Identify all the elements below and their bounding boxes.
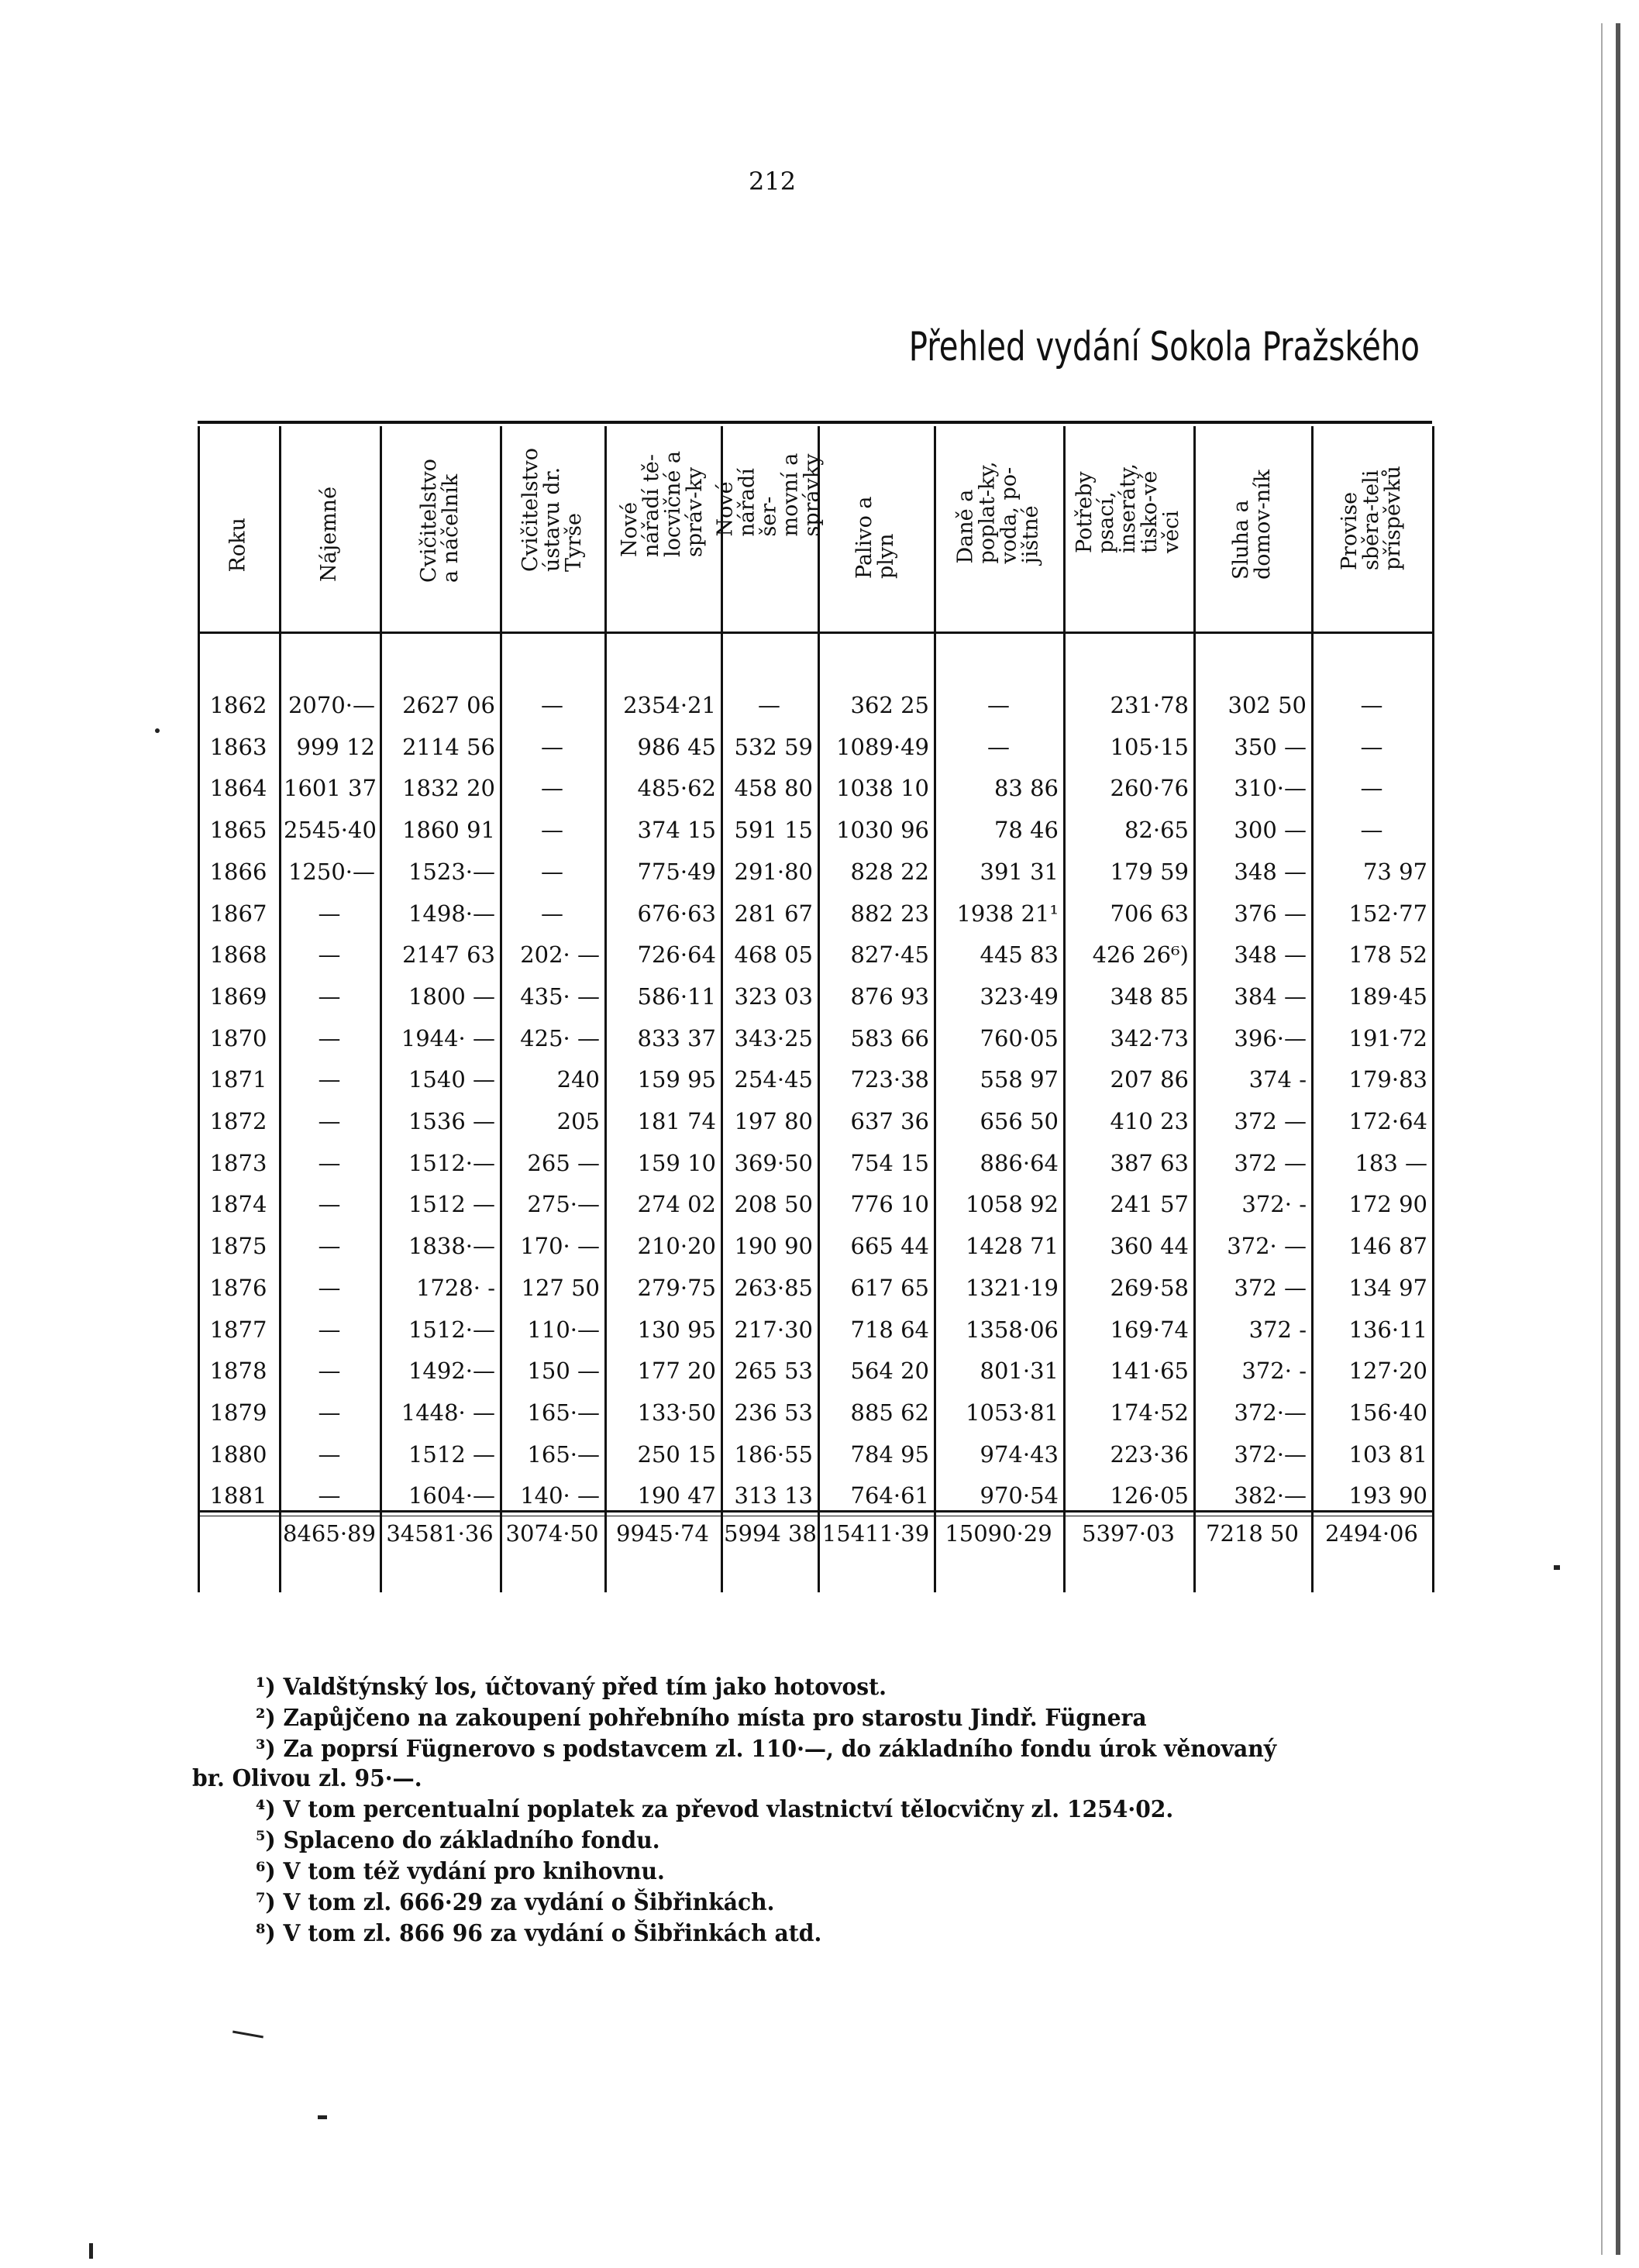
- footnote-text: Za poprsí Fügnerovo s podstavcem zl. 110·—, do základního fondu úrok věnovaný: [283, 1736, 1277, 1763]
- table-cell: 159 95: [637, 1066, 716, 1093]
- table-cell: 78 46: [993, 817, 1059, 844]
- table-cell: 126·05: [1110, 1482, 1189, 1509]
- table-cell: 265 53: [734, 1358, 813, 1385]
- table-cell: 323·49: [980, 983, 1059, 1010]
- table-cell: 300 —: [1234, 817, 1307, 844]
- total-rule: [198, 1510, 1432, 1513]
- table-cell: 827·45: [850, 941, 929, 969]
- page-edge-shadow: [1601, 23, 1603, 2255]
- table-cell: 1058 92: [966, 1191, 1059, 1218]
- table-cell: 240: [556, 1066, 600, 1093]
- table-cell: 637 36: [850, 1108, 929, 1134]
- header-rule: [198, 632, 1432, 634]
- table-cell: 159 10: [637, 1149, 716, 1176]
- footnote-text: Zapůjčeno na zakoupení pohřebního místa pro starostu Jindř. Fügnera: [283, 1705, 1147, 1732]
- speck: [232, 2031, 263, 2039]
- footnote-text: V tom zl. 866 96 za vydání o Šibřinkách atd.: [283, 1920, 822, 1947]
- table-cell: 165·—: [527, 1399, 600, 1426]
- footnote: [256, 1858, 665, 1885]
- footnote-text: Splaceno do základního fondu.: [283, 1827, 660, 1854]
- table-cell: 281 67: [734, 900, 813, 927]
- column-header-label: Provise sběra-teli příspěvků: [1338, 466, 1405, 570]
- table-cell: 348 85: [1110, 983, 1189, 1010]
- year-cell: 1867: [209, 900, 267, 927]
- year-cell: 1870: [209, 1024, 267, 1051]
- table-cell: 342·73: [1110, 1024, 1189, 1051]
- table-cell: 833 37: [637, 1024, 716, 1051]
- table-cell: 1512 —: [408, 1440, 495, 1468]
- table-cell: 1512 —: [408, 1191, 495, 1218]
- table-cell: 181 74: [637, 1108, 716, 1134]
- footnote: [256, 1674, 887, 1701]
- table-cell: 130 95: [637, 1316, 716, 1343]
- total-cell: 5994 38: [724, 1520, 817, 1547]
- table-cell: 372·—: [1234, 1440, 1307, 1468]
- speck: [89, 2243, 93, 2259]
- table-cell: 223·36: [1110, 1440, 1189, 1468]
- table-top-rule: [198, 421, 1432, 424]
- footnote-text: V tom též vydání pro knihovnu.: [283, 1858, 665, 1885]
- year-cell: 1864: [209, 775, 267, 802]
- table-cell: —: [758, 692, 780, 718]
- year-cell: 1878: [209, 1358, 267, 1385]
- table-cell: 127·20: [1348, 1358, 1427, 1385]
- table-cell: 83 86: [993, 775, 1059, 802]
- table-cell: 323 03: [734, 983, 813, 1010]
- table-cell: 350 —: [1234, 733, 1307, 760]
- footnote: [256, 1827, 660, 1854]
- table-cell: 127 50: [521, 1274, 600, 1301]
- table-cell: —: [318, 1149, 341, 1176]
- year-cell: 1877: [209, 1316, 267, 1343]
- table-cell: 189·45: [1348, 983, 1427, 1010]
- table-cell: 591 15: [734, 817, 813, 844]
- table-cell: 217·30: [734, 1316, 813, 1343]
- footnote-mark: ⁶): [256, 1858, 284, 1885]
- year-cell: 1879: [209, 1399, 267, 1426]
- table-cell: —: [1360, 733, 1383, 760]
- table-cell: 110·—: [527, 1316, 600, 1343]
- speck: [318, 2115, 327, 2119]
- table-cell: 179 59: [1110, 858, 1189, 885]
- table-cell: 190 47: [637, 1482, 716, 1509]
- table-cell: 274 02: [637, 1191, 716, 1218]
- table-cell: 2545·40: [284, 817, 377, 844]
- column-header: [818, 434, 934, 628]
- page-number: 212: [749, 167, 797, 196]
- table-cell: —: [318, 900, 341, 927]
- table-cell: 82·65: [1124, 817, 1189, 844]
- footnote: [256, 1705, 1147, 1732]
- table-cell: 172·64: [1348, 1108, 1427, 1134]
- table-cell: 468 05: [734, 941, 813, 969]
- year-cell: 1865: [209, 817, 267, 844]
- year-cell: 1872: [209, 1108, 267, 1134]
- column-header: [198, 434, 279, 628]
- table-cell: 136·11: [1348, 1316, 1427, 1343]
- table-cell: —: [318, 1108, 341, 1134]
- table-cell: 1321·19: [966, 1274, 1059, 1301]
- table-cell: 197 80: [734, 1108, 813, 1134]
- table-cell: 372 —: [1234, 1149, 1307, 1176]
- table-cell: 876 93: [850, 983, 929, 1010]
- table-cell: 348 —: [1234, 858, 1307, 885]
- table-cell: 291·80: [734, 858, 813, 885]
- table-cell: 372 —: [1234, 1108, 1307, 1134]
- table-cell: —: [318, 1482, 341, 1509]
- table-cell: 384 —: [1234, 983, 1307, 1010]
- column-header: [713, 434, 825, 628]
- table-cell: —: [318, 1440, 341, 1468]
- year-cell: 1873: [209, 1149, 267, 1176]
- year-cell: 1875: [209, 1233, 267, 1260]
- footnote-text: V tom zl. 666·29 za vydání o Šibřinkách.: [283, 1889, 775, 1916]
- table-cell: 374 15: [637, 817, 716, 844]
- table-cell: 152·77: [1348, 900, 1427, 927]
- table-cell: 1838·—: [408, 1233, 495, 1260]
- table-cell: 241 57: [1110, 1191, 1189, 1218]
- table-cell: 260·76: [1110, 775, 1189, 802]
- total-cell: 34581·36: [386, 1520, 494, 1547]
- speck: [155, 728, 160, 733]
- table-cell: 231·78: [1110, 692, 1189, 718]
- table-cell: 146 87: [1348, 1233, 1427, 1260]
- table-cell: 2114 56: [402, 733, 495, 760]
- table-cell: 387 63: [1110, 1149, 1189, 1176]
- column-header-label: Palivo a plyn: [852, 496, 898, 579]
- table-cell: —: [541, 817, 563, 844]
- table-cell: 362 25: [850, 692, 929, 718]
- column-header-label: Potřeby psací, inseráty, tisko-vé věci: [1073, 463, 1183, 553]
- table-cell: 1938 21¹: [956, 900, 1059, 927]
- table-cell: 207 86: [1110, 1066, 1189, 1093]
- year-cell: 1880: [209, 1440, 267, 1468]
- table-cell: 134 97: [1348, 1274, 1427, 1301]
- table-cell: 1728· -: [415, 1274, 495, 1301]
- total-cell: 5397·03: [1082, 1520, 1175, 1547]
- table-cell: 1448· —: [401, 1399, 495, 1426]
- total-cell: 8465·89: [283, 1520, 376, 1547]
- table-cell: 784 95: [850, 1440, 929, 1468]
- table-cell: 191·72: [1348, 1024, 1427, 1051]
- table-cell: 410 23: [1110, 1108, 1189, 1134]
- table-cell: 391 31: [980, 858, 1059, 885]
- table-cell: 656 50: [980, 1108, 1059, 1134]
- footnote: [192, 1765, 422, 1792]
- table-cell: 179·83: [1348, 1066, 1427, 1093]
- table-cell: 310·—: [1234, 775, 1307, 802]
- table-cell: 1038 10: [836, 775, 929, 802]
- total-cell: 3074·50: [505, 1520, 599, 1547]
- table-cell: 801·31: [980, 1358, 1059, 1385]
- table-cell: 133·50: [637, 1399, 716, 1426]
- year-cell: 1862: [209, 692, 267, 718]
- table-cell: —: [318, 1358, 341, 1385]
- table-cell: —: [318, 983, 341, 1010]
- page-title: Přehled vydání Sokola Pražského: [908, 324, 1420, 370]
- table-cell: 372· -: [1241, 1358, 1307, 1385]
- table-cell: 776 10: [850, 1191, 929, 1218]
- table-cell: 1492·—: [408, 1358, 495, 1385]
- table-cell: 1523·—: [408, 858, 495, 885]
- table-cell: 458 80: [734, 775, 813, 802]
- column-header-label: Cvičitelstvo ústavu dr. Tyrše: [518, 448, 586, 572]
- total-cell: 15090·29: [945, 1520, 1052, 1547]
- column-header-label: Cvičitelstvo a náčelník: [416, 459, 463, 583]
- column-header: [500, 434, 604, 628]
- table-cell: 369·50: [734, 1149, 813, 1176]
- table-cell: 760·05: [980, 1024, 1059, 1051]
- table-cell: 1089·49: [836, 733, 929, 760]
- table-cell: 156·40: [1348, 1399, 1427, 1426]
- table-cell: —: [318, 1316, 341, 1343]
- table-cell: 193 90: [1348, 1482, 1427, 1509]
- year-cell: 1863: [209, 733, 267, 760]
- table-cell: 970·54: [980, 1482, 1059, 1509]
- column-header: [380, 434, 500, 628]
- table-cell: 265 —: [527, 1149, 600, 1176]
- table-cell: 279·75: [637, 1274, 716, 1301]
- table-cell: 250 15: [637, 1440, 716, 1468]
- table-cell: 1604·—: [408, 1482, 495, 1509]
- table-cell: —: [1360, 775, 1383, 802]
- table-cell: 205: [556, 1108, 600, 1134]
- table-cell: 372· —: [1227, 1233, 1307, 1260]
- table-cell: 426 26⁶): [1092, 941, 1189, 969]
- footnote-mark: ⁵): [256, 1827, 284, 1854]
- speck: [1554, 1565, 1560, 1570]
- table-cell: 586·11: [637, 983, 716, 1010]
- total-cell: 7218 50: [1206, 1520, 1299, 1547]
- table-cell: 1944· —: [401, 1024, 495, 1051]
- table-cell: 210·20: [637, 1233, 716, 1260]
- table-cell: 202· —: [520, 941, 600, 969]
- table-cell: 174·52: [1110, 1399, 1189, 1426]
- table-cell: 583 66: [850, 1024, 929, 1051]
- table-cell: 986 45: [637, 733, 716, 760]
- table-cell: —: [987, 733, 1010, 760]
- footnote-mark: ³): [256, 1736, 284, 1763]
- table-cell: 396·—: [1234, 1024, 1307, 1051]
- table-cell: 105·15: [1110, 733, 1189, 760]
- column-header: [604, 434, 721, 628]
- table-cell: —: [541, 733, 563, 760]
- table-cell: 425· —: [520, 1024, 600, 1051]
- table-cell: 882 23: [850, 900, 929, 927]
- table-cell: 263·85: [734, 1274, 813, 1301]
- footnote-text: Valdštýnský los, účtovaný před tím jako hotovost.: [283, 1674, 887, 1701]
- table-cell: 190 90: [734, 1233, 813, 1260]
- total-cell: 2494·06: [1325, 1520, 1418, 1547]
- table-cell: 376 —: [1234, 900, 1307, 927]
- table-cell: 1250·—: [288, 858, 375, 885]
- footnote: [256, 1796, 1173, 1823]
- table-cell: —: [318, 1024, 341, 1051]
- table-cell: 999 12: [296, 733, 375, 760]
- table-cell: 372·—: [1234, 1399, 1307, 1426]
- table-cell: 374 -: [1248, 1066, 1307, 1093]
- table-cell: 974·43: [980, 1440, 1059, 1468]
- column-header: [1063, 434, 1193, 628]
- table-cell: 177 20: [637, 1358, 716, 1385]
- table-cell: 2070·—: [288, 692, 375, 718]
- year-cell: 1871: [209, 1066, 267, 1093]
- table-cell: 1536 —: [408, 1108, 495, 1134]
- column-line: [1432, 426, 1434, 1592]
- footnote-mark: ⁷): [256, 1889, 284, 1916]
- table-cell: —: [541, 692, 563, 718]
- table-cell: 706 63: [1110, 900, 1189, 927]
- table-cell: 343·25: [734, 1024, 813, 1051]
- table-cell: —: [1360, 692, 1383, 718]
- page-edge: [1616, 23, 1620, 2255]
- footnote-text: V tom percentualní poplatek za převod vlastnictví tělocvičny zl. 1254·02.: [283, 1796, 1174, 1823]
- column-header-label: Nové nářadí tě-locvičné a správ-ky: [618, 450, 707, 557]
- year-cell: 1868: [209, 941, 267, 969]
- table-cell: 269·58: [1110, 1274, 1189, 1301]
- column-header: [1193, 434, 1311, 628]
- table-cell: 1540 —: [408, 1066, 495, 1093]
- table-cell: 754 15: [850, 1149, 929, 1176]
- table-cell: —: [318, 1274, 341, 1301]
- total-cell: 15411·39: [821, 1520, 930, 1547]
- table-cell: 254·45: [734, 1066, 813, 1093]
- footnote-mark: ¹): [256, 1674, 284, 1701]
- table-cell: 2147 63: [402, 941, 495, 969]
- table-cell: 885 62: [850, 1399, 929, 1426]
- column-header-label: Daně a poplat-ky, voda, po-jištné: [953, 461, 1043, 564]
- table-cell: 558 97: [980, 1066, 1059, 1093]
- table-cell: 1030 96: [836, 817, 929, 844]
- table-cell: 726·64: [637, 941, 716, 969]
- table-cell: —: [318, 1191, 341, 1218]
- table-cell: 169·74: [1110, 1316, 1189, 1343]
- table-cell: 1860 91: [402, 817, 495, 844]
- footnote: [256, 1889, 775, 1916]
- column-header: [934, 434, 1063, 628]
- table-cell: 313 13: [734, 1482, 813, 1509]
- table-cell: —: [318, 1066, 341, 1093]
- footnote-text: br. Olivou zl. 95·—.: [192, 1765, 422, 1792]
- table-cell: 764·61: [850, 1482, 929, 1509]
- table-cell: 532 59: [734, 733, 813, 760]
- table-cell: 1512·—: [408, 1316, 495, 1343]
- table-cell: 775·49: [637, 858, 716, 885]
- table-cell: —: [541, 775, 563, 802]
- table-cell: —: [541, 900, 563, 927]
- table-cell: 485·62: [637, 775, 716, 802]
- table-cell: 1428 71: [966, 1233, 1059, 1260]
- year-cell: 1866: [209, 858, 267, 885]
- column-header-label: Sluha a domov-ník: [1229, 469, 1275, 580]
- table-cell: 302 50: [1228, 692, 1307, 718]
- footnote-mark: ²): [256, 1705, 284, 1732]
- footnote: [256, 1920, 821, 1947]
- year-cell: 1869: [209, 983, 267, 1010]
- table-cell: 445 83: [980, 941, 1059, 969]
- table-cell: 1601 37: [284, 775, 377, 802]
- table-cell: 348 —: [1234, 941, 1307, 969]
- table-cell: 1800 —: [408, 983, 495, 1010]
- table-cell: 236 53: [734, 1399, 813, 1426]
- table-cell: 2354·21: [623, 692, 716, 718]
- table-cell: —: [541, 858, 563, 885]
- year-cell: 1876: [209, 1274, 267, 1301]
- column-header: [1311, 434, 1432, 628]
- table-cell: 382·—: [1234, 1482, 1307, 1509]
- total-cell: 9945·74: [616, 1520, 709, 1547]
- table-cell: 186·55: [734, 1440, 813, 1468]
- table-cell: 141·65: [1110, 1358, 1189, 1385]
- table-cell: 372· -: [1241, 1191, 1307, 1218]
- column-header-label: Roku: [226, 518, 250, 573]
- table-cell: 886·64: [980, 1149, 1059, 1176]
- table-cell: 665 44: [850, 1233, 929, 1260]
- table-cell: —: [1360, 817, 1383, 844]
- table-cell: 1512·—: [408, 1149, 495, 1176]
- table-cell: 103 81: [1348, 1440, 1427, 1468]
- table-cell: 170· —: [520, 1233, 600, 1260]
- table-cell: —: [987, 692, 1010, 718]
- table-cell: 435· —: [520, 983, 600, 1010]
- year-cell: 1881: [209, 1482, 267, 1509]
- table-cell: 165·—: [527, 1440, 600, 1468]
- footnote-mark: ⁴): [256, 1796, 284, 1823]
- table-cell: 208 50: [734, 1191, 813, 1218]
- table-cell: 172 90: [1348, 1191, 1427, 1218]
- table-cell: 723·38: [850, 1066, 929, 1093]
- table-cell: —: [318, 941, 341, 969]
- year-cell: 1874: [209, 1191, 267, 1218]
- table-cell: 183 —: [1355, 1149, 1427, 1176]
- table-cell: 73 97: [1362, 858, 1427, 885]
- table-cell: 1053·81: [966, 1399, 1059, 1426]
- table-cell: 372 —: [1234, 1274, 1307, 1301]
- table-cell: 564 20: [850, 1358, 929, 1385]
- table-cell: 617 65: [850, 1274, 929, 1301]
- table-cell: 150 —: [527, 1358, 600, 1385]
- column-header-label: Nájemné: [317, 486, 341, 582]
- table-cell: 1832 20: [402, 775, 495, 802]
- footnote: [256, 1736, 1276, 1763]
- table-cell: —: [318, 1399, 341, 1426]
- table-cell: 360 44: [1110, 1233, 1189, 1260]
- table-cell: 140· —: [520, 1482, 600, 1509]
- footnote-mark: ⁸): [256, 1920, 284, 1947]
- table-cell: 1358·06: [966, 1316, 1059, 1343]
- table-cell: 718 64: [850, 1316, 929, 1343]
- table-cell: 2627 06: [402, 692, 495, 718]
- table-cell: 676·63: [637, 900, 716, 927]
- table-cell: —: [318, 1233, 341, 1260]
- column-header: [279, 434, 380, 628]
- table-cell: 828 22: [850, 858, 929, 885]
- column-header-label: Nové nářadí šer-movní a správky: [713, 453, 825, 537]
- table-cell: 275·—: [527, 1191, 600, 1218]
- table-cell: 1498·—: [408, 900, 495, 927]
- table-cell: 372 -: [1248, 1316, 1307, 1343]
- table-cell: 178 52: [1348, 941, 1427, 969]
